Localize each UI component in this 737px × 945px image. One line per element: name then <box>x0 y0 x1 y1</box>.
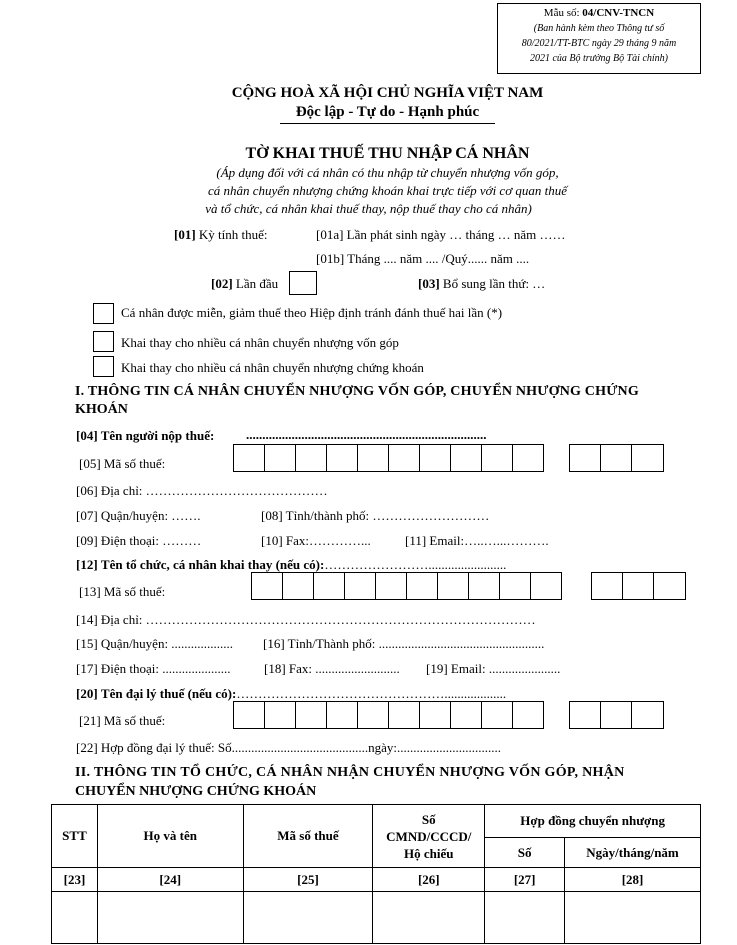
code-28: [28] <box>565 868 701 892</box>
securities-transfer-checkbox[interactable] <box>93 356 114 377</box>
treaty-exemption-checkbox[interactable] <box>93 303 114 324</box>
col-contract-date-header: Ngày/tháng/năm <box>565 838 701 868</box>
capital-transfer-checkbox[interactable] <box>93 331 114 352</box>
field-05-label: [05] Mã số thuế: <box>79 456 166 471</box>
capital-transfer-label: Khai thay cho nhiều cá nhân chuyển nhượng vốn góp <box>121 335 399 350</box>
motto-underline <box>280 123 495 124</box>
field-04: [04] Tên người nộp thuế: <box>76 428 215 443</box>
form-code-label: Mẫu số: <box>543 7 580 19</box>
form-subtitle-1: (Áp dụng đối với cá nhân có thu nhập từ chuyển nhượng vốn góp, <box>216 165 559 180</box>
field-13-label: [13] Mã số thuế: <box>79 584 166 599</box>
field-01: [01] Kỳ tính thuế: <box>174 227 268 242</box>
field-06[interactable]: [06] Địa chỉ: …………………………………… <box>76 483 328 498</box>
col-contract-no-header: Số <box>485 838 565 868</box>
col-name-header: Họ và tên <box>97 805 243 868</box>
field-01b[interactable]: [01b] Tháng .... năm .... /Quý...... năm .... <box>316 251 530 266</box>
form-subtitle-3: và tổ chức, cá nhân khai thuế thay, nộp thuế thay cho cá nhân) <box>205 201 532 216</box>
code-27: [27] <box>485 868 565 892</box>
field-21-label: [21] Mã số thuế: <box>79 713 166 728</box>
table-row <box>52 892 701 944</box>
nation-heading: CỘNG HOÀ XÃ HỘI CHỦ NGHĨA VIỆT NAM <box>231 85 544 101</box>
form-code-box <box>497 3 701 74</box>
field-11[interactable]: [11] Email:…..…...………. <box>405 533 549 548</box>
form-issuance-line2: 80/2021/TT-BTC ngày 29 tháng 9 năm <box>521 38 677 49</box>
field-10[interactable]: [10] Fax:…………... <box>261 533 371 548</box>
cell-stt[interactable] <box>52 892 98 944</box>
field-16[interactable]: [16] Tỉnh/Thành phố: ................................................... <box>263 636 545 651</box>
col-stt-header: STT <box>52 805 98 868</box>
field-07[interactable]: [07] Quận/huyện: ……. <box>76 508 201 523</box>
tax-code-21-main[interactable] <box>233 701 544 729</box>
form-code: 04/CNV-TNCN <box>582 7 655 19</box>
col-id-header: Số CMND/CCCD/ Hộ chiếu <box>373 805 485 868</box>
section2-title-line1: II. THÔNG TIN TỔ CHỨC, CÁ NHÂN NHẬN CHUYỂN NHƯỢNG VỐN GÓP, NHẬN <box>75 765 625 780</box>
col-contract-header: Hợp đồng chuyển nhượng <box>485 805 701 838</box>
code-26: [26] <box>373 868 485 892</box>
tax-code-05-main[interactable] <box>233 444 544 472</box>
code-24: [24] <box>97 868 243 892</box>
field-18[interactable]: [18] Fax: .......................... <box>264 661 400 676</box>
field-09[interactable]: [09] Điện thoại: ……… <box>76 533 202 548</box>
cell-contract-date[interactable] <box>565 892 701 944</box>
code-23: [23] <box>52 868 98 892</box>
tax-code-13-branch[interactable] <box>591 572 686 600</box>
treaty-exemption-label: Cá nhân được miễn, giảm thuế theo Hiệp định tránh đánh thuế hai lần (*) <box>121 305 503 320</box>
col-tax-header: Mã số thuế <box>243 805 373 868</box>
field-01a[interactable]: [01a] Lần phát sinh ngày … tháng … năm …… <box>316 227 566 242</box>
taxpayer-name-input[interactable]: .......................................................................... <box>246 427 487 442</box>
section1-title-line2: KHOÁN <box>75 402 128 417</box>
section1-title-line1: I. THÔNG TIN CÁ NHÂN CHUYỂN NHƯỢNG VỐN GÓP, CHUYỂN NHƯỢNG CHỨNG <box>75 384 639 399</box>
tax-code-21-branch[interactable] <box>569 701 664 729</box>
field-22[interactable]: [22] Hợp đồng đại lý thuế: Số..........................................ngày:................................ <box>76 740 502 755</box>
cell-tax[interactable] <box>243 892 373 944</box>
tax-code-05-branch[interactable] <box>569 444 664 472</box>
cell-name[interactable] <box>97 892 243 944</box>
field-15[interactable]: [15] Quận/huyện: ................... <box>76 636 234 651</box>
field-03[interactable]: [03] Bổ sung lần thứ: … <box>418 276 546 291</box>
field-12: [12] Tên tổ chức, cá nhân khai thay (nếu có):……………………........................ <box>76 557 507 572</box>
section2-title-line2: CHUYỂN NHƯỢNG CHỨNG KHOÁN <box>75 784 317 799</box>
form-subtitle-2: cá nhân chuyển nhượng chứng khoán khai trực tiếp với cơ quan thuế <box>207 183 568 198</box>
cell-contract-no[interactable] <box>485 892 565 944</box>
form-issuance-line1: (Ban hành kèm theo Thông tư số <box>533 23 665 34</box>
form-title: TỜ KHAI THUẾ THU NHẬP CÁ NHÂN <box>245 145 530 162</box>
motto: Độc lập - Tự do - Hạnh phúc <box>295 104 480 120</box>
recipients-table <box>51 804 701 944</box>
securities-transfer-label: Khai thay cho nhiều cá nhân chuyển nhượng chứng khoán <box>121 360 424 375</box>
field-14[interactable]: [14] Địa chỉ: ……………………………………………………………………………… <box>76 612 536 627</box>
first-time-checkbox[interactable] <box>289 271 317 295</box>
field-08[interactable]: [08] Tỉnh/thành phố: ……………………… <box>261 508 490 523</box>
cell-id[interactable] <box>373 892 485 944</box>
field-19[interactable]: [19] Email: ...................... <box>426 661 561 676</box>
field-20: [20] Tên đại lý thuế (nếu có):…………………………………………................... <box>76 686 507 701</box>
field-17[interactable]: [17] Điện thoại: ..................... <box>76 661 231 676</box>
field-02: [02] Lần đầu <box>211 276 279 291</box>
form-issuance-line3: 2021 của Bộ trưởng Bộ Tài chính) <box>529 53 668 64</box>
tax-code-13-main[interactable] <box>251 572 562 600</box>
code-25: [25] <box>243 868 373 892</box>
